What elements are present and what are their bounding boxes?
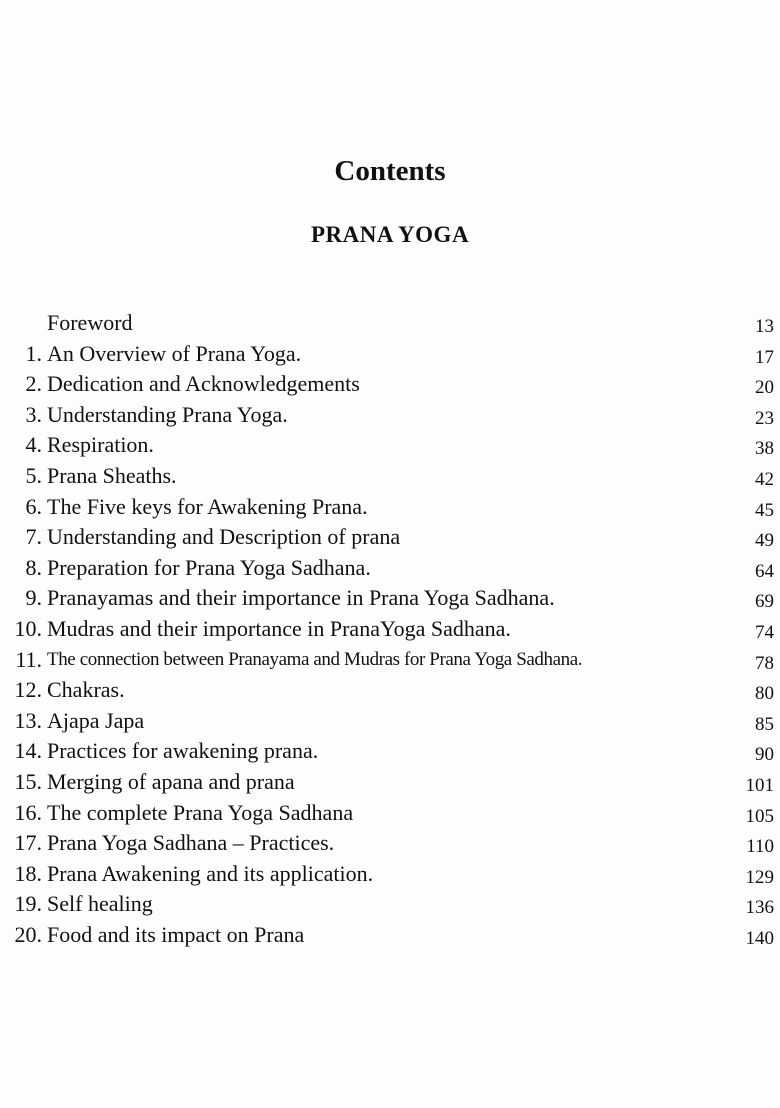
toc-entry-number: 16. [14,799,42,825]
toc-entry-page: 90 [755,744,774,766]
toc-entry-number: 19. [14,891,42,917]
toc-entry-number: 7. [25,524,42,550]
toc-entry-title: Prana Yoga Sadhana – Practices. [47,830,335,856]
toc-entry-number: 8. [25,554,42,580]
toc-entry-title: Understanding and Description of prana [47,524,401,550]
toc-entry-page: 42 [755,468,774,490]
toc-entry-page: 101 [745,774,774,796]
toc-entry [0,859,780,890]
toc-entry [0,339,780,370]
toc-entry-page: 20 [755,377,774,399]
toc-entry-number: 4. [25,432,42,458]
toc-entry-title: Prana Sheaths. [47,462,177,488]
toc-entry [0,675,780,706]
toc-entry-page: 23 [755,407,774,429]
toc-entry-number: 15. [14,768,42,794]
toc-entry-number: 13. [14,707,42,733]
page-title: Contents [334,155,446,187]
toc-entry-page: 69 [755,591,774,613]
toc-entry-title: Prana Awakening and its application. [47,860,374,886]
toc-entry-title: Foreword [47,310,133,335]
toc-entry [0,706,780,737]
toc-entry-title: Preparation for Prana Yoga Sadhana. [47,554,371,580]
toc-entry [0,798,780,829]
toc-entry-number: 14. [14,738,42,764]
toc-entry-number: 1. [25,340,42,366]
toc-entry-title: Chakras. [47,677,125,703]
toc-entry-page: 85 [755,713,774,735]
toc-entry-title: An Overview of Prana Yoga. [47,340,302,366]
section-title: PRANA YOGA [310,222,470,247]
toc-entry-foreword [0,308,780,339]
toc-entry-page: 80 [755,683,774,705]
toc-entry-title: The complete Prana Yoga Sadhana [47,799,354,825]
toc-entry-title: Food and its impact on Prana [47,921,305,947]
toc-entry-number: 20. [14,921,42,947]
toc-entry [0,583,780,614]
toc-entry-number: 11. [15,646,42,672]
toc-entry-number: 18. [14,860,42,886]
toc-entry-title: The connection between Pranayama and Mudras for Prana Yoga Sadhana. [47,648,583,670]
toc-entry-title: Dedication and Acknowledgements [47,371,360,397]
toc-entry-title: Understanding Prana Yoga. [47,401,288,427]
toc-entry-page: 13 [755,316,774,337]
toc-entry-title: Merging of apana and prana [47,768,295,794]
toc-entry [0,400,780,431]
toc-entry [0,553,780,584]
toc-entry-title: Pranayamas and their importance in Prana Yoga Sadhana. [47,585,555,611]
toc-entry-title: Mudras and their importance in PranaYoga Sadhana. [47,615,511,641]
toc-entry [0,736,780,767]
toc-entry-page: 110 [746,836,774,858]
toc-entry-number: 17. [14,830,42,856]
toc-entry-page: 64 [755,560,774,582]
toc-entry-page: 136 [745,897,774,919]
toc-entry [0,492,780,523]
toc-entry-page: 49 [755,530,774,552]
toc-entry [0,614,780,645]
toc-entry-page: 74 [755,621,774,643]
toc-entry-page: 38 [755,438,774,460]
toc-entry-number: 3. [25,401,42,427]
toc-entry-number: 10. [14,615,42,641]
toc-entry-page: 140 [745,927,774,949]
toc-entry-number: 9. [25,585,42,611]
toc-entry-page: 45 [755,499,774,521]
toc-entry [0,522,780,553]
toc-entry [0,920,780,951]
toc-entry-page: 17 [755,346,774,368]
toc-entry-number: 2. [25,371,42,397]
toc-entry [0,430,780,461]
toc-entry-number: 5. [25,462,42,488]
toc-entry-title: Practices for awakening prana. [47,738,319,764]
toc-entry-title: Ajapa Japa [47,707,145,733]
toc-entry [0,645,780,676]
toc-entry-title: Self healing [47,891,153,917]
toc-entry-number: 6. [25,493,42,519]
toc-entry-page: 78 [755,652,774,674]
toc-entry-page: 105 [745,805,774,827]
toc-entry [0,461,780,492]
toc-entry-page: 129 [745,866,774,888]
toc-entry [0,828,780,859]
toc-entry [0,369,780,400]
toc-entry-title: Respiration. [47,432,154,458]
toc-entry-title: The Five keys for Awakening Prana. [47,493,368,519]
toc-entry [0,767,780,798]
table-of-contents [0,308,780,950]
toc-entry [0,889,780,920]
toc-entry-number: 12. [14,677,42,703]
